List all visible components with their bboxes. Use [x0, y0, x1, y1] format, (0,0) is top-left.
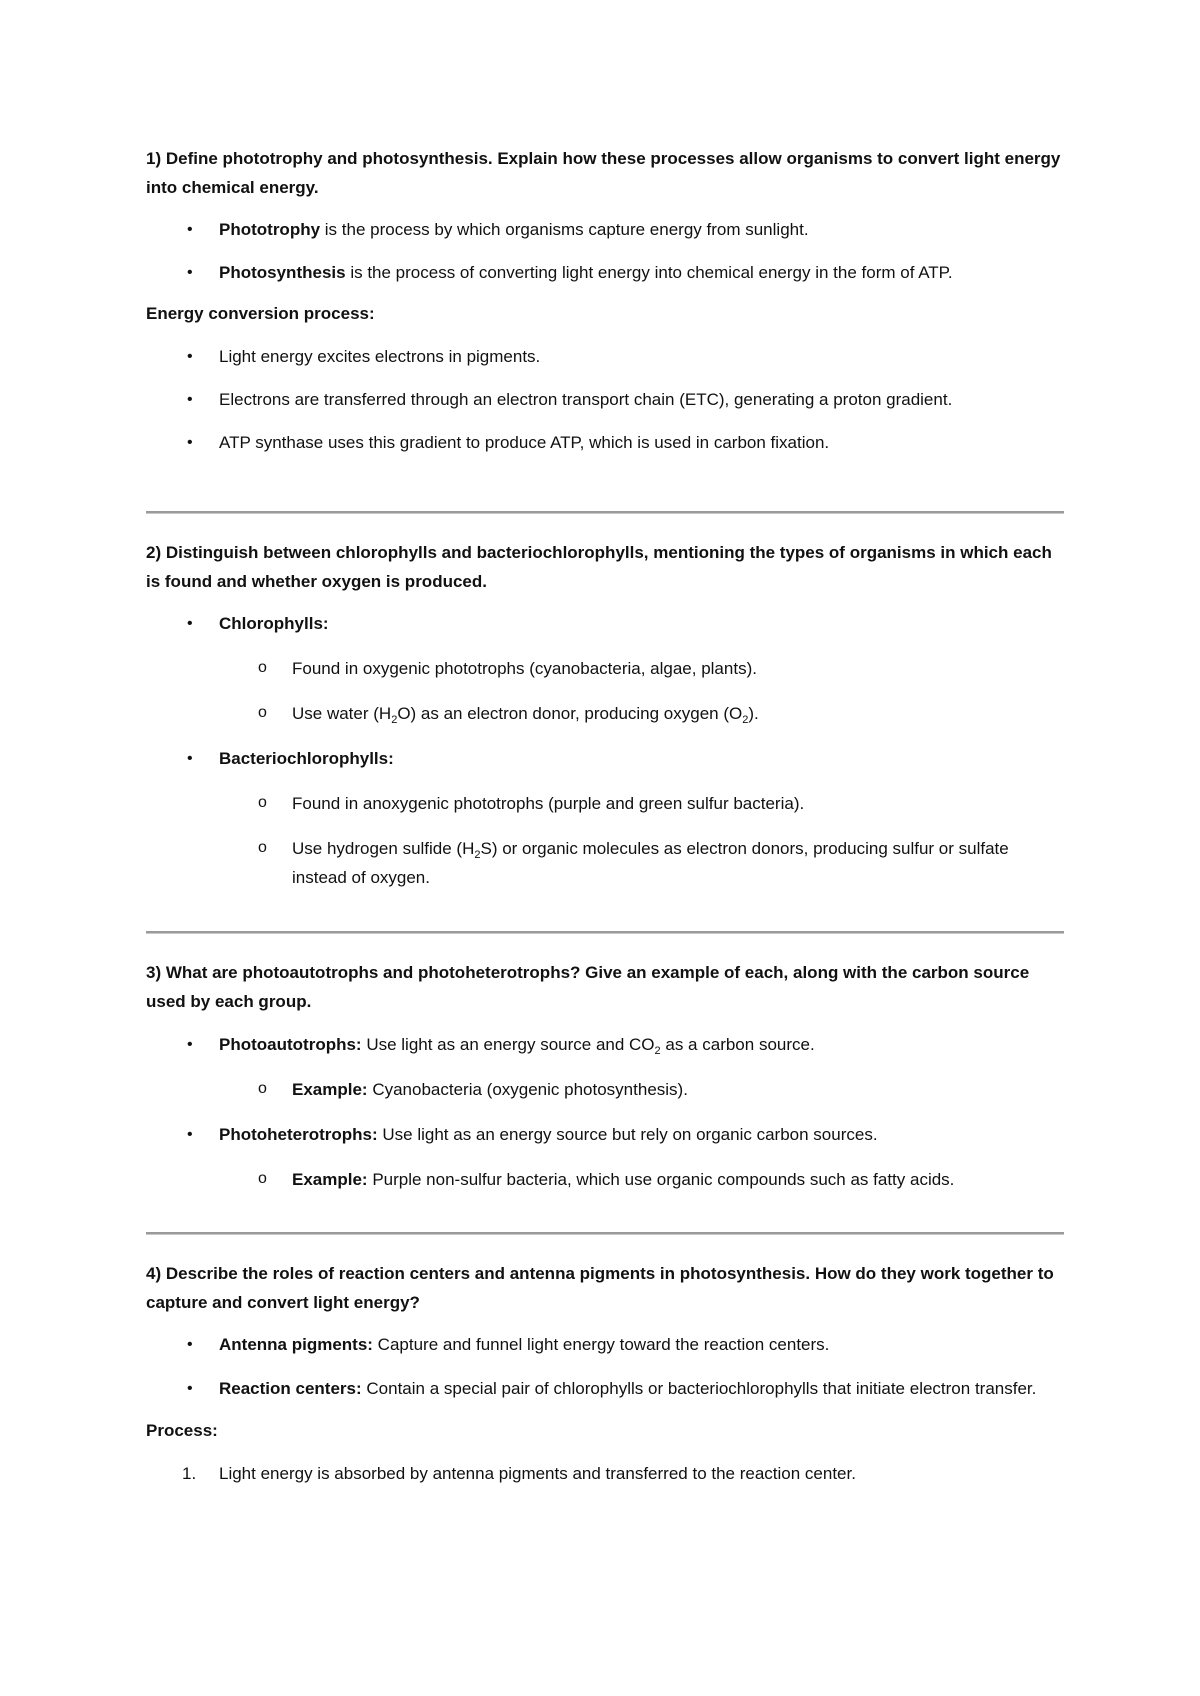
bullet-icon: • [187, 1036, 193, 1053]
bullet-icon: • [187, 221, 193, 238]
sub-bullet-icon: o [258, 794, 267, 811]
question-1-section [146, 144, 1064, 457]
question-3-title: 3) What are photoautotrophs and photoheterotrophs? Give an example of each, along with the carbon source used by each group. [146, 963, 1030, 1011]
sub-list-item [146, 789, 1064, 818]
sub-bullet-icon: o [258, 839, 267, 856]
subscript: 2 [391, 714, 398, 726]
list-text: O) as an electron donor, producing oxygen (O [397, 704, 743, 723]
example-label: Example: [292, 1170, 368, 1189]
sub-bullet-icon: o [258, 704, 267, 721]
item-number: 1. [182, 1464, 197, 1483]
term-label: Chlorophylls: [219, 614, 329, 633]
example-label: Example: [292, 1080, 368, 1099]
question-1-title: 1) Define phototrophy and photosynthesis. Explain how these processes allow organisms to convert light energy into chemical energy. [146, 149, 1061, 197]
term-label: Antenna pigments: [219, 1335, 373, 1354]
list-text: Use water (H [292, 704, 392, 723]
term-label: Reaction centers: [219, 1379, 362, 1398]
sub-list-item [146, 699, 1064, 728]
sub-list-item [146, 1165, 1064, 1194]
bullet-icon: • [187, 615, 193, 632]
bullet-icon: • [187, 348, 193, 365]
term-label: Phototrophy [219, 220, 321, 239]
bullet-icon: • [187, 434, 193, 451]
bullet-icon: • [187, 1126, 193, 1143]
list-text: as a carbon source. [660, 1035, 815, 1054]
list-text: Use hydrogen sulfide (H [292, 839, 475, 858]
question-2-section [146, 538, 1064, 892]
list-item [146, 609, 1064, 638]
list-item [146, 1030, 1064, 1059]
sub-list-item [146, 1075, 1064, 1104]
subscript: 2 [742, 714, 749, 726]
bullet-icon: • [187, 391, 193, 408]
divider [146, 1232, 1064, 1235]
question-2-title: 2) Distinguish between chlorophylls and bacteriochlorophylls, mentioning the types of organisms in which each is found and whether oxygen is produced. [146, 543, 1052, 591]
subheading: Process: [146, 1421, 218, 1440]
list-text: ATP synthase uses this gradient to produce ATP, which is used in carbon fixation. [219, 433, 830, 452]
bullet-icon: • [187, 1380, 193, 1397]
document-page [146, 0, 1064, 1696]
question-4-section [146, 1259, 1064, 1488]
sub-bullet-icon: o [258, 1170, 267, 1187]
bullet-icon: • [187, 264, 193, 281]
question-3-section [146, 958, 1064, 1194]
subheading: Energy conversion process: [146, 304, 375, 323]
list-text: Light energy excites electrons in pigments. [219, 347, 541, 366]
sub-list-item [146, 654, 1064, 683]
list-item [146, 428, 1064, 457]
list-item [146, 1120, 1064, 1149]
bullet-icon: • [187, 1336, 193, 1353]
list-text: Found in anoxygenic phototrophs (purple and green sulfur bacteria). [292, 794, 805, 813]
list-item [146, 744, 1064, 773]
term-definition: is the process of converting light energy into chemical energy in the form of ATP. [345, 263, 953, 282]
list-item [146, 215, 1064, 244]
list-text: Cyanobacteria (oxygenic photosynthesis). [367, 1080, 688, 1099]
list-text: S) or organic molecules as electron donors, producing sulfur or sulfate instead of oxygen. [292, 839, 1009, 887]
divider [146, 511, 1064, 514]
list-text: ). [748, 704, 759, 723]
term-label: Photoautotrophs: [219, 1035, 362, 1054]
list-item [146, 1374, 1064, 1403]
list-item [146, 342, 1064, 371]
list-text: Found in oxygenic phototrophs (cyanobacteria, algae, plants). [292, 659, 757, 678]
subscript: 2 [474, 849, 481, 861]
list-text: Purple non-sulfur bacteria, which use organic compounds such as fatty acids. [367, 1170, 955, 1189]
question-4-title: 4) Describe the roles of reaction centers and antenna pigments in photosynthesis. How do they work together to capture and convert light energy? [146, 1264, 1054, 1312]
list-item [146, 385, 1064, 414]
list-item [146, 1330, 1064, 1359]
term-definition: is the process by which organisms capture energy from sunlight. [320, 220, 809, 239]
list-item [146, 258, 1064, 287]
term-label: Photoheterotrophs: [219, 1125, 378, 1144]
term-label: Photosynthesis [219, 263, 346, 282]
numbered-item [146, 1459, 1064, 1488]
subscript: 2 [654, 1045, 661, 1057]
divider [146, 931, 1064, 934]
sub-bullet-icon: o [258, 659, 267, 676]
sub-list-item [146, 834, 1064, 892]
list-text: Electrons are transferred through an electron transport chain (ETC), generating a proton gradient. [219, 390, 953, 409]
list-text: Capture and funnel light energy toward the reaction centers. [372, 1335, 830, 1354]
term-label: Bacteriochlorophylls: [219, 749, 394, 768]
list-text: Contain a special pair of chlorophylls or bacteriochlorophylls that initiate electron transfer. [361, 1379, 1037, 1398]
list-text: Light energy is absorbed by antenna pigments and transferred to the reaction center. [219, 1464, 856, 1483]
bullet-icon: • [187, 750, 193, 767]
list-text: Use light as an energy source and CO [361, 1035, 655, 1054]
sub-bullet-icon: o [258, 1080, 267, 1097]
list-text: Use light as an energy source but rely on organic carbon sources. [377, 1125, 878, 1144]
